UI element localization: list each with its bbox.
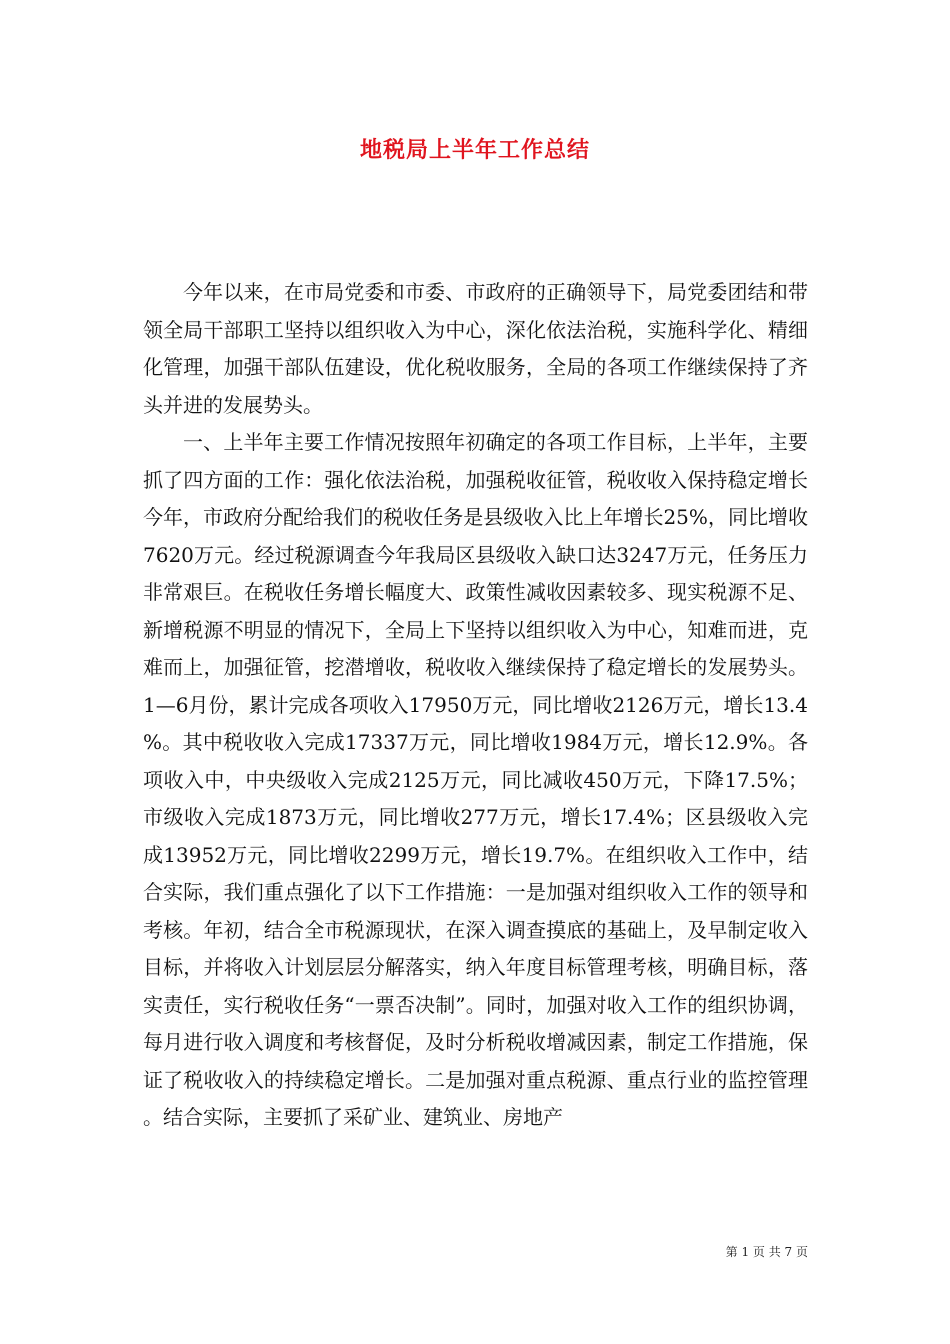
paragraph-intro: 今年以来，在市局党委和市委、市政府的正确领导下，局党委团结和带领全局干部职工坚持以组织收入为中心，深化依法治税，实施科学化、精细化管理，加强干部队伍建设，优化税收服务，全局的各项工作继续保持了齐头并进的发展势头。 [143,280,808,417]
document-body [143,274,808,1137]
page-number: 第 1 页 共 7 页 [725,1245,808,1259]
document-title: 地税局上半年工作总结 [359,137,590,163]
paragraph-section-one: 一、上半年主要工作情况按照年初确定的各项工作目标，上半年，主要抓了四方面的工作：强化依法治税，加强税收征管，税收收入保持稳定增长今年，市政府分配给我们的税收任务是县级收入比上年增长25%，同比增收7620万元。经过税源调查今年我局区县级收入缺口达3247万元，任务压力非常艰巨。在税收任务增长幅度大、政策性减收因素较多、现实税源不足、新增税源不明显的情况下，全局上下坚持以组织收入为中心，知难而进，克难而上，加强征管，挖潜增收，税收收入继续保持了稳定增长的发展势头。1—6月份，累计完成各项收入17950万元，同比增收2126万元，增长13.4%。其中税收收入完成17337万元，同比增收1984万元，增长12.9%。各项收入中，中央级收入完成2125万元，同比减收450万元，下降17.5%；市级收入完成1873万元，同比增收277万元，增长17.4%；区县级收入完成13952万元，同比增收2299万元，增长19.7%。在组织收入工作中，结合实际，我们重点强化了以下工作措施：一是加强对组织收入工作的领导和考核。年初，结合全市税源现状，在深入调查摸底的基础上，及早制定收入目标，并将收入计划层层分解落实，纳入年度目标管理考核，明确目标，落实责任，实行税收任务“一票否决制”。同时，加强对收入工作的组织协调，每月进行收入调度和考核督促，及时分析税收增减因素，制定工作措施，保证了税收收入的持续稳定增长。二是加强对重点税源、重点行业的监控管理。结合实际，主要抓了采矿业、建筑业、房地产 [143,430,808,1129]
